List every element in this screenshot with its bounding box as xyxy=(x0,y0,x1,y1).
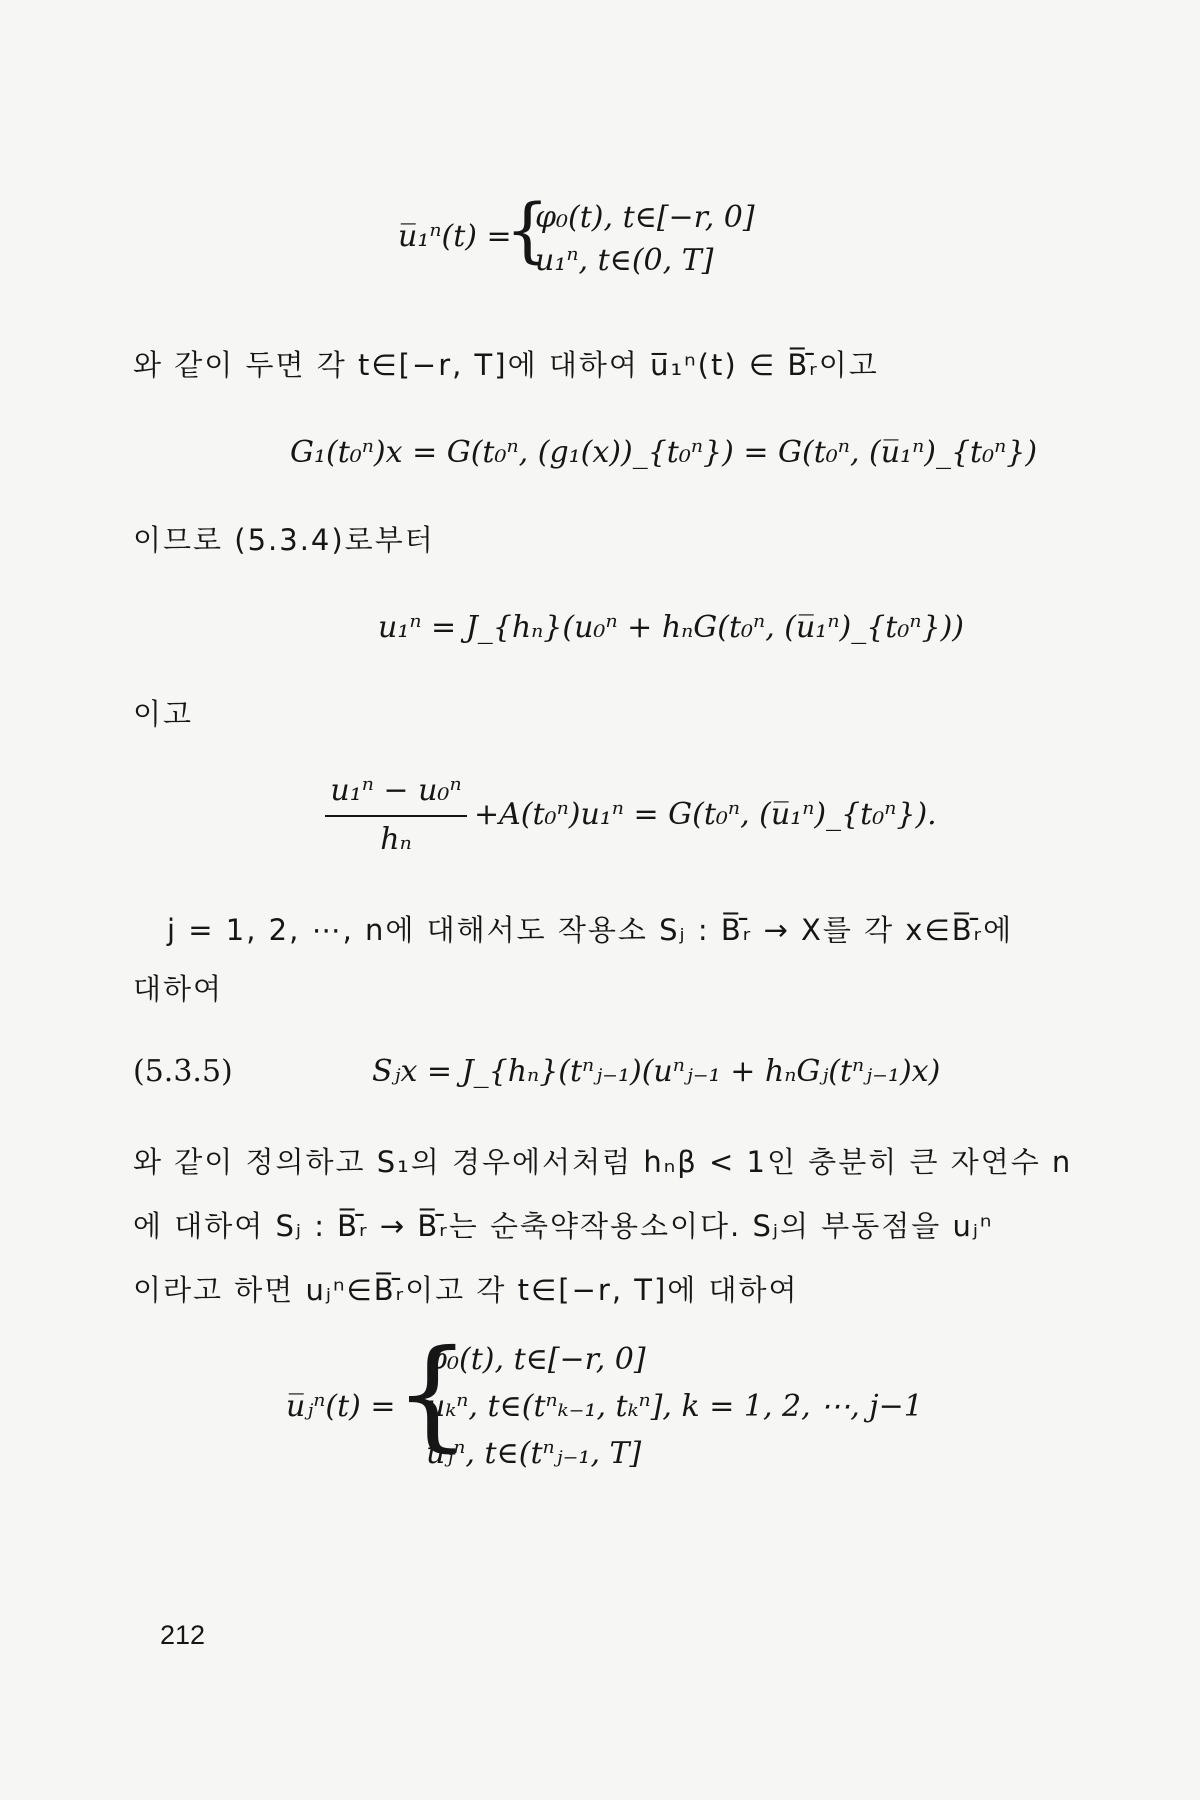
text-line-8: 이라고 하면 uⱼⁿ∈B̅ᵣ̄이고 각 t∈[−r, T]에 대하여 xyxy=(133,1273,799,1307)
eq5-label: (5.3.5) xyxy=(133,1054,233,1089)
eq1-case-1: φ₀(t), t∈[−r, 0] xyxy=(535,200,755,235)
text-line-3: 이고 xyxy=(133,697,194,731)
page-number: 212 xyxy=(160,1620,206,1650)
text-line-2: 이므로 (5.3.4)로부터 xyxy=(133,523,435,557)
eq1-brace: { xyxy=(505,189,550,271)
eq3: u₁ⁿ = J_{hₙ}(u₀ⁿ + hₙG(t₀ⁿ, (u̅₁ⁿ)_{t₀ⁿ})) xyxy=(378,610,965,645)
eq4-fraction-bar xyxy=(325,815,467,817)
eq4-rest: +A(t₀ⁿ)u₁ⁿ = G(t₀ⁿ, (u̅₁ⁿ)_{t₀ⁿ}). xyxy=(474,797,937,832)
text-line-7: 에 대하여 Sⱼ : B̅ᵣ̄ → B̅ᵣ̄는 순축약작용소이다. Sⱼ의 부동점을 uⱼⁿ xyxy=(133,1209,994,1243)
eq6-case-3: uⱼⁿ, t∈(tⁿⱼ₋₁, T] xyxy=(426,1436,642,1471)
text-line-1: 와 같이 두면 각 t∈[−r, T]에 대하여 u̅₁ⁿ(t) ∈ B̅ᵣ̄이고 xyxy=(133,348,879,382)
eq4-denominator: hₙ xyxy=(380,822,412,857)
eq1-lhs: u̅₁ⁿ(t) = xyxy=(398,219,512,254)
text-line-5: 대하여 xyxy=(133,972,224,1006)
eq6-brace: { xyxy=(394,1325,471,1464)
eq6-case-2: uₖⁿ, t∈(tⁿₖ₋₁, tₖⁿ], k = 1, 2, ⋯, j−1 xyxy=(426,1389,923,1424)
eq6-case-1: φ₀(t), t∈[−r, 0] xyxy=(426,1342,646,1377)
eq1-case-2: u₁ⁿ, t∈(0, T] xyxy=(535,243,714,278)
eq5: Sⱼx = J_{hₙ}(tⁿⱼ₋₁)(uⁿⱼ₋₁ + hₙGⱼ(tⁿⱼ₋₁)x) xyxy=(372,1054,941,1089)
eq6-lhs: u̅ⱼⁿ(t) = xyxy=(286,1389,396,1424)
text-line-6: 와 같이 정의하고 S₁의 경우에서처럼 hₙβ < 1인 충분히 큰 자연수 n xyxy=(133,1145,1073,1179)
text-line-4: j = 1, 2, ⋯, n에 대해서도 작용소 Sⱼ : B̅ᵣ̄ → X를 각 x∈B̅ᵣ̄에 xyxy=(167,913,1014,947)
eq2: G₁(t₀ⁿ)x = G(t₀ⁿ, (g₁(x))_{t₀ⁿ}) = G(t₀ⁿ, (u̅₁ⁿ)_{t₀ⁿ}) xyxy=(290,435,1038,470)
eq4-numerator: u₁ⁿ − u₀ⁿ xyxy=(330,773,462,808)
